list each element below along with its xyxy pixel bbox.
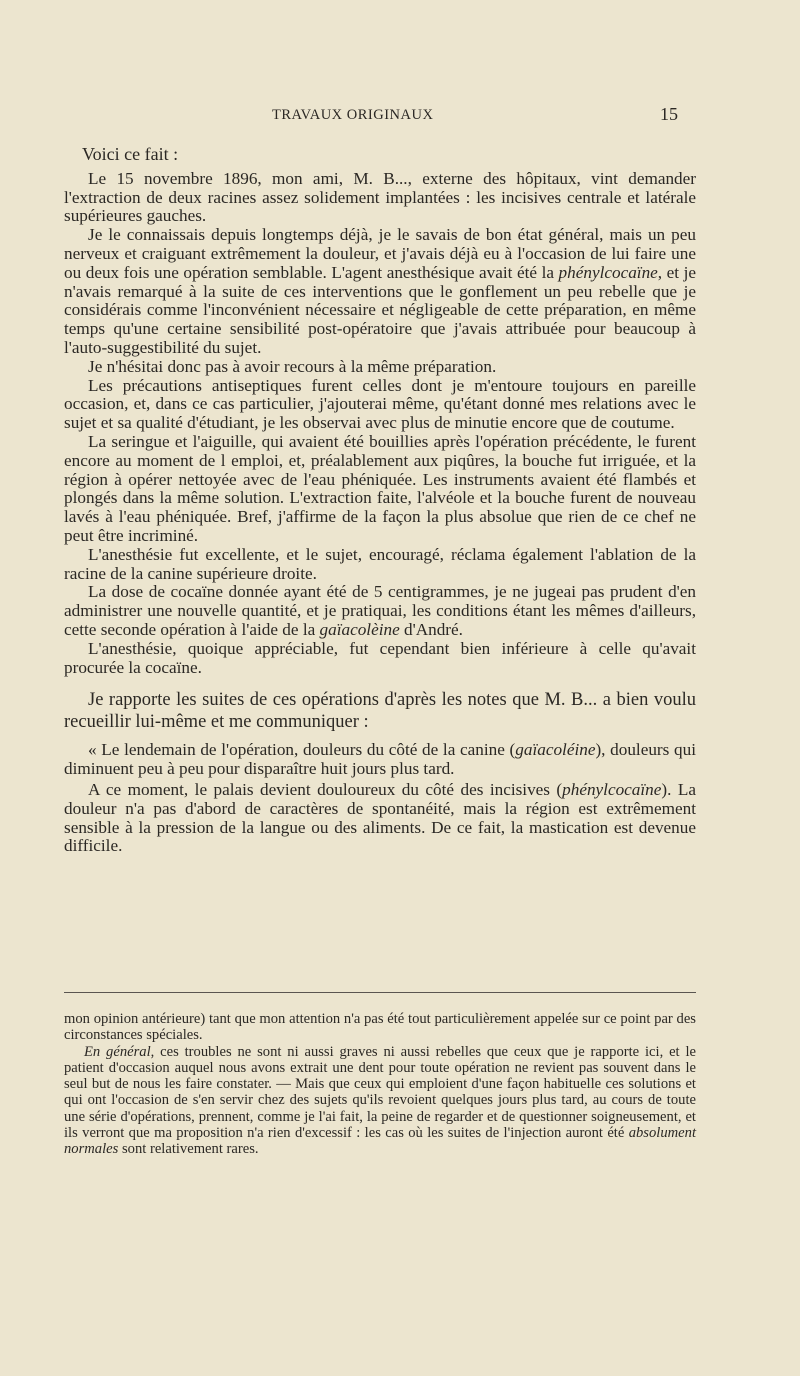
- paragraph: Les précautions antiseptiques furent celles dont je m'entoure toujours en pareille occasion, et, dans ce cas particulier, j'ajouterai même, qu'étant donné mes relations avec le sujet et sa qualité d'étudiant, je les observai avec plus de minutie encore que de coutume.: [64, 375, 696, 433]
- text-run: « Le lendemain de l'opération, douleurs du côté de la canine (: [88, 740, 516, 760]
- paragraph: La seringue et l'aiguille, qui avaient été bouillies après l'opération précédente, le furent encore au moment de l emploi, et, préalablement aux piqûres, la bouche fut irriguée, et la région à opérer nettoyée avec de l'eau phéniquée. Les instruments avaient été flambés et plongés dans la même solution. L'extraction faite, l'alvéole et la bouche furent de nouveau lavés à l'eau phéniquée. Bref, j'affirme de la façon la plus absolue que rien de ce chef ne peut être incriminé.: [64, 431, 696, 545]
- italic-term: gaïacoléine: [515, 740, 596, 760]
- paragraph: [64, 226, 696, 358]
- paragraph-large: Je rapporte les suites de ces opérations d'après les notes que M. B... a bien voulu recueillir lui-même et me communiquer :: [64, 690, 696, 733]
- footnote: [64, 1011, 696, 1158]
- italic-term: gaïacolèine: [319, 619, 400, 639]
- footnote-paragraph: mon opinion antérieure) tant que mon attention n'a pas été tout particulièrement appelée sur ce point par des circonstances spéciales.: [64, 1011, 696, 1044]
- text-run: ), douleurs qui diminuent peu à peu pour disparaître huit jours plus tard.: [64, 740, 696, 779]
- running-head: TRAVAUX ORIGINAUX: [272, 107, 434, 123]
- quoted-paragraph: [64, 741, 696, 779]
- paragraph: L'anesthésie fut excellente, et le sujet, encouragé, réclama également l'ablation de la racine de la canine supérieure droite.: [64, 544, 696, 583]
- footnote-divider: [64, 992, 696, 993]
- text-run: La dose de cocaïne donnée ayant été de 5 centigrammes, je ne jugeai pas prudent d'en administrer une nouvelle quantité, et je pratiquai, les conditions étant les mêmes d'ailleurs, cette seconde opération à l'aide de la: [64, 582, 696, 639]
- text-run: ). La douleur n'a pas d'abord de caractères de spontanéité, mais la région est extrêmement sensible à la pression de la langue ou des aliments. De ce fait, la mastication est devenue difficile.: [64, 779, 696, 856]
- page-header: [0, 104, 800, 127]
- text-run: sont relativement rares.: [118, 1141, 259, 1158]
- text-run: Je le connaissais depuis longtemps déjà, je le savais de bon état général, mais un peu nerveux et craiguant extrêmement la douleur, et j'avais déjà eu à l'occasion de lui faire une ou deux fois une opération semblable. L'agent anesthésique avait été la: [64, 225, 696, 282]
- paragraph: L'anesthésie, quoique appréciable, fut cependant bien inférieure à celle qu'avait procurée la cocaïne.: [64, 638, 696, 677]
- footnote-paragraph: [64, 1044, 696, 1158]
- paragraph: Le 15 novembre 1896, mon ami, M. B..., externe des hôpitaux, vint demander l'extraction de deux racines assez solidement implantées : les incisives centrale et latérale supérieures gauches.: [64, 168, 696, 226]
- italic-term: absolument normales: [64, 1125, 696, 1158]
- paragraph: Je n'hésitai donc pas à avoir recours à la même préparation.: [88, 356, 497, 376]
- main-text: [64, 145, 696, 856]
- text-run: d'André.: [399, 619, 463, 639]
- italic-term: phénylcocaïne: [558, 262, 658, 282]
- paragraph-intro: Voici ce fait :: [82, 144, 179, 164]
- italic-term: En général: [84, 1043, 151, 1060]
- italic-term: phénylcocaïne: [562, 779, 662, 799]
- quoted-paragraph: [64, 781, 696, 856]
- page-number: 15: [660, 104, 678, 124]
- text-run: A ce moment, le palais devient douloureux du côté des incisives (: [88, 779, 563, 799]
- text-run: , et je n'avais remarqué à la suite de ces interventions que le gonflement un peu rebelle que je considérais comme l'inconvénient nécessaire et négligeable de cette préparation, en même temps qu'une certaine sensibilité post-opératoire que j'avais attribuée pour beaucoup à l'auto-suggestibilité du sujet.: [64, 262, 696, 357]
- text-run: , ces troubles ne sont ni aussi graves ni aussi rebelles que ceux que je rapporte ici, et le patient d'occasion auquel nous avons extrait une dent pour toute opération ne revient pas souvent dans le seul but de nous les faire constater. — Mais que ceux qui emploient d'une façon habituelle ces solutions et qui ont l'occasion de s'en servir chez des sujets qu'ils revoient quelques jours plus tard, au cours de toute une série d'opérations, prennent, comme je l'ai fait, la peine de regarder et de questionner soigneusement, et ils verront que ma proposition n'a rien d'excessif : les cas où les suites de l'injection auront été: [64, 1043, 696, 1142]
- paragraph: [64, 583, 696, 639]
